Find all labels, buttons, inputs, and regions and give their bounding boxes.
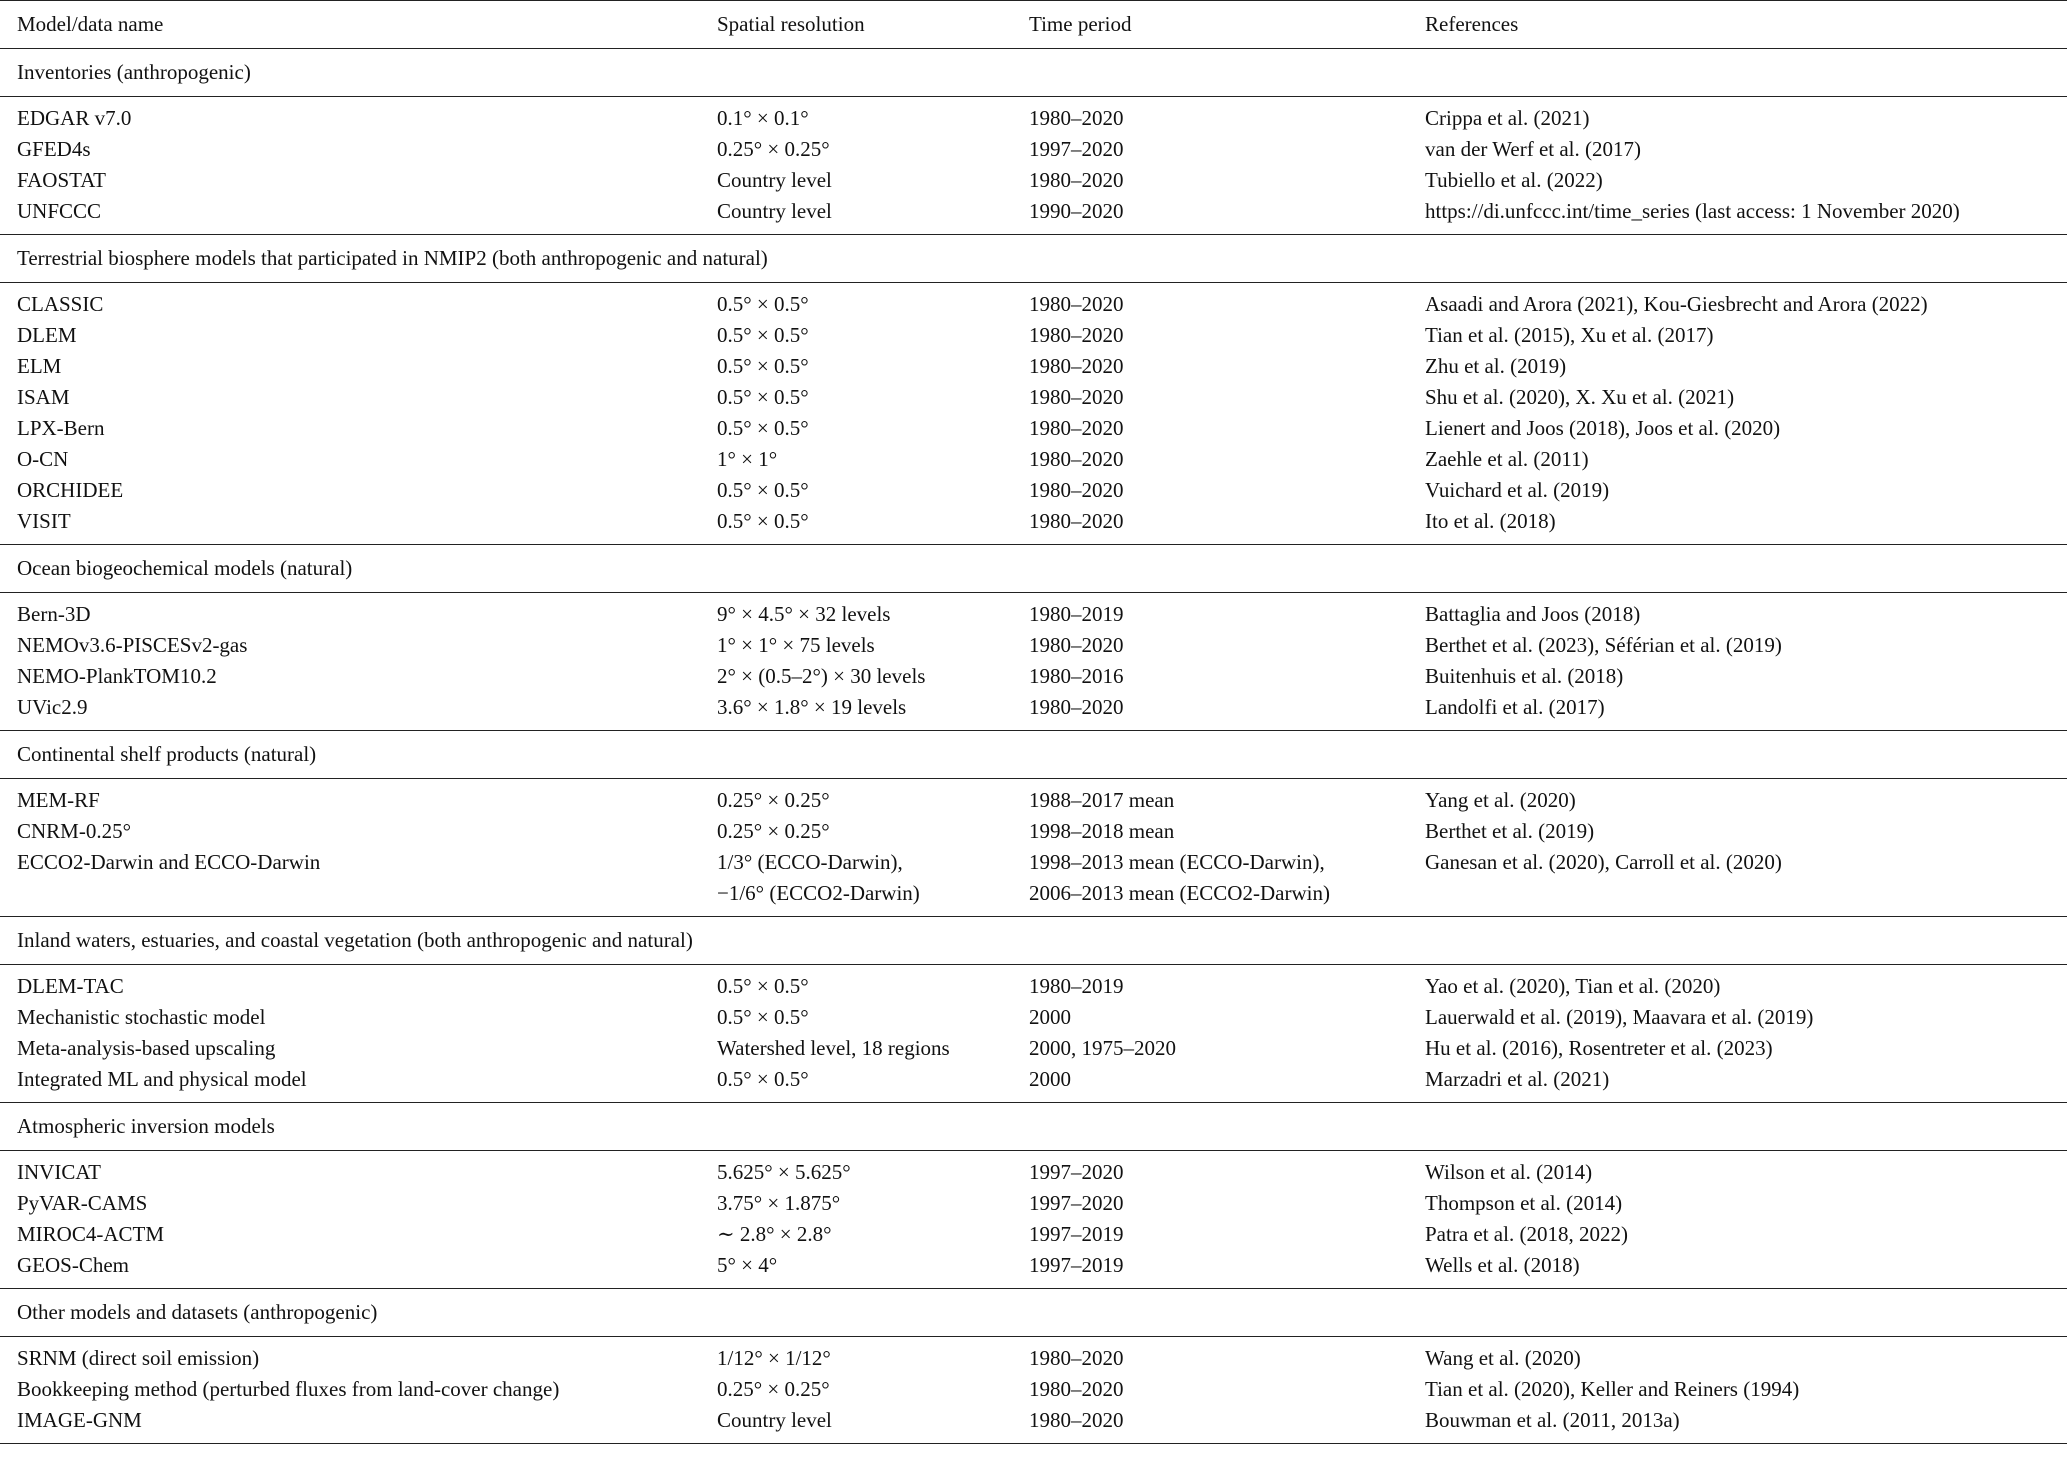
table-header	[0, 1, 2067, 49]
section-title: Atmospheric inversion models	[0, 1103, 2067, 1151]
time-period-cell: 1980–2020	[1029, 1377, 1124, 1401]
references-cell: Zhu et al. (2019)	[1425, 354, 1567, 378]
spatial-resolution-cell: 3.75° × 1.875°	[717, 1191, 841, 1215]
table-row	[0, 1250, 2067, 1289]
section-title: Other models and datasets (anthropogenic)	[0, 1289, 2067, 1337]
table-row	[0, 1002, 2067, 1033]
section-header-row	[0, 917, 2067, 965]
table-row	[0, 382, 2067, 413]
references-cell: Berthet et al. (2019)	[1425, 819, 1595, 843]
time-period-cell: 1997–2020	[1029, 137, 1124, 161]
table-row	[0, 351, 2067, 382]
table-row	[0, 320, 2067, 351]
references-cell: Tian et al. (2015), Xu et al. (2017)	[1425, 323, 1714, 347]
table-row	[0, 475, 2067, 506]
model-name-cell: IMAGE-GNM	[0, 1405, 700, 1444]
references-cell: Yang et al. (2020)	[1425, 788, 1576, 812]
header-time-period: Time period	[1012, 1, 1408, 49]
time-period-cell: 1997–2019	[1029, 1222, 1124, 1246]
references-cell: Battaglia and Joos (2018)	[1425, 602, 1641, 626]
model-name-cell: MIROC4-ACTM	[17, 1222, 165, 1246]
time-period-cell: 1980–2020	[1029, 168, 1124, 192]
model-name-cell: Meta-analysis-based upscaling	[17, 1036, 276, 1060]
table-row	[0, 1064, 2067, 1103]
section-title: Inland waters, estuaries, and coastal vegetation (both anthropogenic and natural)	[0, 917, 2067, 965]
references-cell: Tian et al. (2020), Keller and Reiners (1994)	[1425, 1377, 1800, 1401]
model-name-cell: Bern-3D	[17, 602, 91, 626]
model-name-cell: PyVAR-CAMS	[17, 1191, 148, 1215]
spatial-resolution-cell: 2° × (0.5–2°) × 30 levels	[717, 664, 926, 688]
references-cell: Patra et al. (2018, 2022)	[1425, 1222, 1628, 1246]
references-cell: Berthet et al. (2023), Séférian et al. (2019)	[1425, 633, 1782, 657]
table-row	[0, 692, 2067, 731]
table-section	[0, 917, 2067, 1103]
spatial-resolution-cell: 0.5° × 0.5°	[717, 354, 809, 378]
table-row	[0, 661, 2067, 692]
time-period-cell: 1980–2020	[1029, 509, 1124, 533]
section-title: Inventories (anthropogenic)	[0, 49, 2067, 97]
model-name-cell: NEMO-PlankTOM10.2	[17, 664, 217, 688]
table-row	[0, 97, 2067, 135]
references-cell: Zaehle et al. (2011)	[1425, 447, 1589, 471]
time-period-cell: 1980–2020	[1029, 447, 1124, 471]
time-period-cell: 1980–2019	[1029, 602, 1124, 626]
model-name-cell: GFED4s	[17, 137, 91, 161]
table-row	[0, 1337, 2067, 1375]
table-row	[0, 1151, 2067, 1189]
references-cell: https://di.unfccc.int/time_series (last access: 1 November 2020)	[1425, 199, 1960, 223]
table-row	[0, 1033, 2067, 1064]
table-row	[0, 165, 2067, 196]
section-header-row	[0, 731, 2067, 779]
spatial-resolution-cell: 0.5° × 0.5°	[717, 385, 809, 409]
spatial-resolution-cell: 9° × 4.5° × 32 levels	[717, 602, 891, 626]
spatial-resolution-cell: 5.625° × 5.625°	[717, 1160, 851, 1184]
references-cell: Wang et al. (2020)	[1425, 1346, 1581, 1370]
table-row	[0, 847, 2067, 917]
section-title: Continental shelf products (natural)	[0, 731, 2067, 779]
spatial-resolution-cell: 1° × 1° × 75 levels	[717, 633, 875, 657]
table-row	[0, 1219, 2067, 1250]
model-name-cell: GEOS-Chem	[17, 1253, 129, 1277]
table-row	[0, 593, 2067, 631]
table-row	[0, 196, 2067, 235]
time-period-cell: 1980–2020	[1029, 385, 1124, 409]
spatial-resolution-cell: 5° × 4°	[717, 1253, 778, 1277]
section-title: Terrestrial biosphere models that participated in NMIP2 (both anthropogenic and natural)	[0, 235, 2067, 283]
references-cell: Landolfi et al. (2017)	[1425, 695, 1605, 719]
spatial-resolution-cell: 1° × 1°	[717, 447, 778, 471]
model-name-cell: EDGAR v7.0	[17, 106, 132, 130]
table-row	[0, 1188, 2067, 1219]
model-name-cell: ECCO2-Darwin and ECCO-Darwin	[17, 850, 321, 874]
table-section	[0, 1289, 2067, 1444]
spatial-resolution-cell: 0.5° × 0.5°	[717, 1067, 809, 1091]
table-section	[0, 49, 2067, 235]
table-section	[0, 1103, 2067, 1289]
spatial-resolution-cell: 0.5° × 0.5°	[717, 323, 809, 347]
time-period-cell: 1980–2020	[1012, 1405, 1408, 1444]
references-cell: Wilson et al. (2014)	[1425, 1160, 1593, 1184]
time-period-cell: 1980–2019	[1029, 974, 1124, 998]
model-name-cell: SRNM (direct soil emission)	[17, 1346, 260, 1370]
model-name-cell: Bookkeeping method (perturbed fluxes from land-cover change)	[17, 1377, 560, 1401]
spatial-resolution-cell: 1/12° × 1/12°	[717, 1346, 831, 1370]
table-section	[0, 731, 2067, 917]
spatial-resolution-cell: 0.5° × 0.5°	[717, 509, 809, 533]
references-cell: van der Werf et al. (2017)	[1425, 137, 1641, 161]
time-period-cell: 1980–2020	[1029, 354, 1124, 378]
spatial-resolution-cell: Watershed level, 18 regions	[717, 1036, 950, 1060]
references-cell: Shu et al. (2020), X. Xu et al. (2021)	[1425, 385, 1735, 409]
model-name-cell: DLEM	[17, 323, 77, 347]
table-row	[0, 1374, 2067, 1405]
model-name-cell: ORCHIDEE	[17, 478, 124, 502]
model-name-cell: MEM-RF	[17, 788, 100, 812]
header-references: References	[1408, 1, 2067, 49]
header-model-data-name: Model/data name	[0, 1, 700, 49]
spatial-resolution-cell: 0.25° × 0.25°	[717, 819, 830, 843]
model-name-cell: O-CN	[17, 447, 69, 471]
spatial-resolution-cell: Country level	[717, 199, 832, 223]
model-name-cell: Integrated ML and physical model	[17, 1067, 307, 1091]
spatial-resolution-cell: Country level	[700, 1405, 1012, 1444]
time-period-cell: 1997–2020	[1029, 1160, 1124, 1184]
time-period-cell: 1980–2020	[1029, 323, 1124, 347]
table-row	[0, 965, 2067, 1003]
table-row	[0, 506, 2067, 545]
time-period-cell: 1980–2020	[1029, 1346, 1124, 1370]
model-name-cell: FAOSTAT	[17, 168, 106, 192]
model-name-cell: DLEM-TAC	[17, 974, 124, 998]
spatial-resolution-cell: 0.25° × 0.25°	[717, 1377, 830, 1401]
spatial-resolution-cell: 3.6° × 1.8° × 19 levels	[717, 695, 907, 719]
time-period-cell: 2000, 1975–2020	[1029, 1036, 1176, 1060]
model-name-cell: ISAM	[17, 385, 70, 409]
time-period-cell: 1980–2020	[1029, 695, 1124, 719]
references-cell: Buitenhuis et al. (2018)	[1425, 664, 1624, 688]
time-period-cell: 2000	[1029, 1005, 1071, 1029]
table-section	[0, 235, 2067, 545]
references-cell: Crippa et al. (2021)	[1425, 106, 1590, 130]
references-cell: Lienert and Joos (2018), Joos et al. (2020)	[1425, 416, 1781, 440]
model-name-cell: CNRM-0.25°	[17, 819, 131, 843]
model-name-cell: VISIT	[17, 509, 71, 533]
spatial-resolution-cell: 0.25° × 0.25°	[717, 788, 830, 812]
spatial-resolution-cell: 0.5° × 0.5°	[717, 478, 809, 502]
model-name-cell: NEMOv3.6-PISCESv2-gas	[17, 633, 248, 657]
table-row	[0, 444, 2067, 475]
references-cell: Asaadi and Arora (2021), Kou-Giesbrecht and Arora (2022)	[1425, 292, 1928, 316]
table-row	[0, 1405, 2067, 1444]
section-header-row	[0, 545, 2067, 593]
spatial-resolution-cell: ∼ 2.8° × 2.8°	[717, 1222, 832, 1246]
section-header-row	[0, 1289, 2067, 1337]
time-period-cell: 1998–2018 mean	[1029, 819, 1175, 843]
time-period-cell: 1997–2020	[1029, 1191, 1124, 1215]
table-row	[0, 134, 2067, 165]
header-spatial-resolution: Spatial resolution	[700, 1, 1012, 49]
references-cell: Hu et al. (2016), Rosentreter et al. (2023)	[1425, 1036, 1773, 1060]
references-cell: Ito et al. (2018)	[1425, 509, 1556, 533]
model-name-cell: Mechanistic stochastic model	[17, 1005, 266, 1029]
model-name-cell: UVic2.9	[17, 695, 88, 719]
spatial-resolution-cell: 0.1° × 0.1°	[717, 106, 809, 130]
section-header-row	[0, 235, 2067, 283]
section-header-row	[0, 49, 2067, 97]
references-cell: Thompson et al. (2014)	[1425, 1191, 1623, 1215]
references-cell: Tubiello et al. (2022)	[1425, 168, 1603, 192]
references-cell: Wells et al. (2018)	[1425, 1253, 1580, 1277]
time-period-cell: 1988–2017 mean	[1029, 788, 1175, 812]
model-name-cell: LPX-Bern	[17, 416, 105, 440]
spatial-resolution-cell: 0.5° × 0.5°	[717, 292, 809, 316]
model-name-cell: INVICAT	[17, 1160, 101, 1184]
model-name-cell: ELM	[17, 354, 62, 378]
time-period-cell: 1998–2013 mean (ECCO-Darwin), 2006–2013 mean (ECCO2-Darwin)	[1029, 850, 1330, 905]
references-cell: Marzadri et al. (2021)	[1425, 1067, 1610, 1091]
spatial-resolution-cell: Country level	[717, 168, 832, 192]
references-cell: Yao et al. (2020), Tian et al. (2020)	[1425, 974, 1721, 998]
table-row	[0, 413, 2067, 444]
time-period-cell: 1980–2020	[1029, 416, 1124, 440]
spatial-resolution-cell: 0.5° × 0.5°	[717, 416, 809, 440]
model-name-cell: CLASSIC	[17, 292, 104, 316]
table-row	[0, 630, 2067, 661]
time-period-cell: 1990–2020	[1029, 199, 1124, 223]
time-period-cell: 1997–2019	[1029, 1253, 1124, 1277]
table-row	[0, 779, 2067, 817]
references-cell: Bouwman et al. (2011, 2013a)	[1408, 1405, 2067, 1444]
table-row	[0, 816, 2067, 847]
references-cell: Lauerwald et al. (2019), Maavara et al. (2019)	[1425, 1005, 1814, 1029]
section-header-row	[0, 1103, 2067, 1151]
table-section	[0, 545, 2067, 731]
spatial-resolution-cell: 0.25° × 0.25°	[717, 137, 830, 161]
time-period-cell: 1980–2020	[1029, 106, 1124, 130]
spatial-resolution-cell: 0.5° × 0.5°	[717, 974, 809, 998]
time-period-cell: 1980–2020	[1029, 292, 1124, 316]
references-cell: Vuichard et al. (2019)	[1425, 478, 1610, 502]
section-title: Ocean biogeochemical models (natural)	[0, 545, 2067, 593]
spatial-resolution-cell: 0.5° × 0.5°	[717, 1005, 809, 1029]
time-period-cell: 1980–2020	[1029, 478, 1124, 502]
time-period-cell: 1980–2020	[1029, 633, 1124, 657]
time-period-cell: 1980–2016	[1029, 664, 1124, 688]
spatial-resolution-cell: 1/3° (ECCO-Darwin), −1/6° (ECCO2-Darwin)	[717, 850, 920, 905]
model-name-cell: UNFCCC	[17, 199, 102, 223]
header-row	[0, 1, 2067, 49]
table-row	[0, 283, 2067, 321]
references-cell: Ganesan et al. (2020), Carroll et al. (2020)	[1425, 850, 1782, 874]
time-period-cell: 2000	[1029, 1067, 1071, 1091]
